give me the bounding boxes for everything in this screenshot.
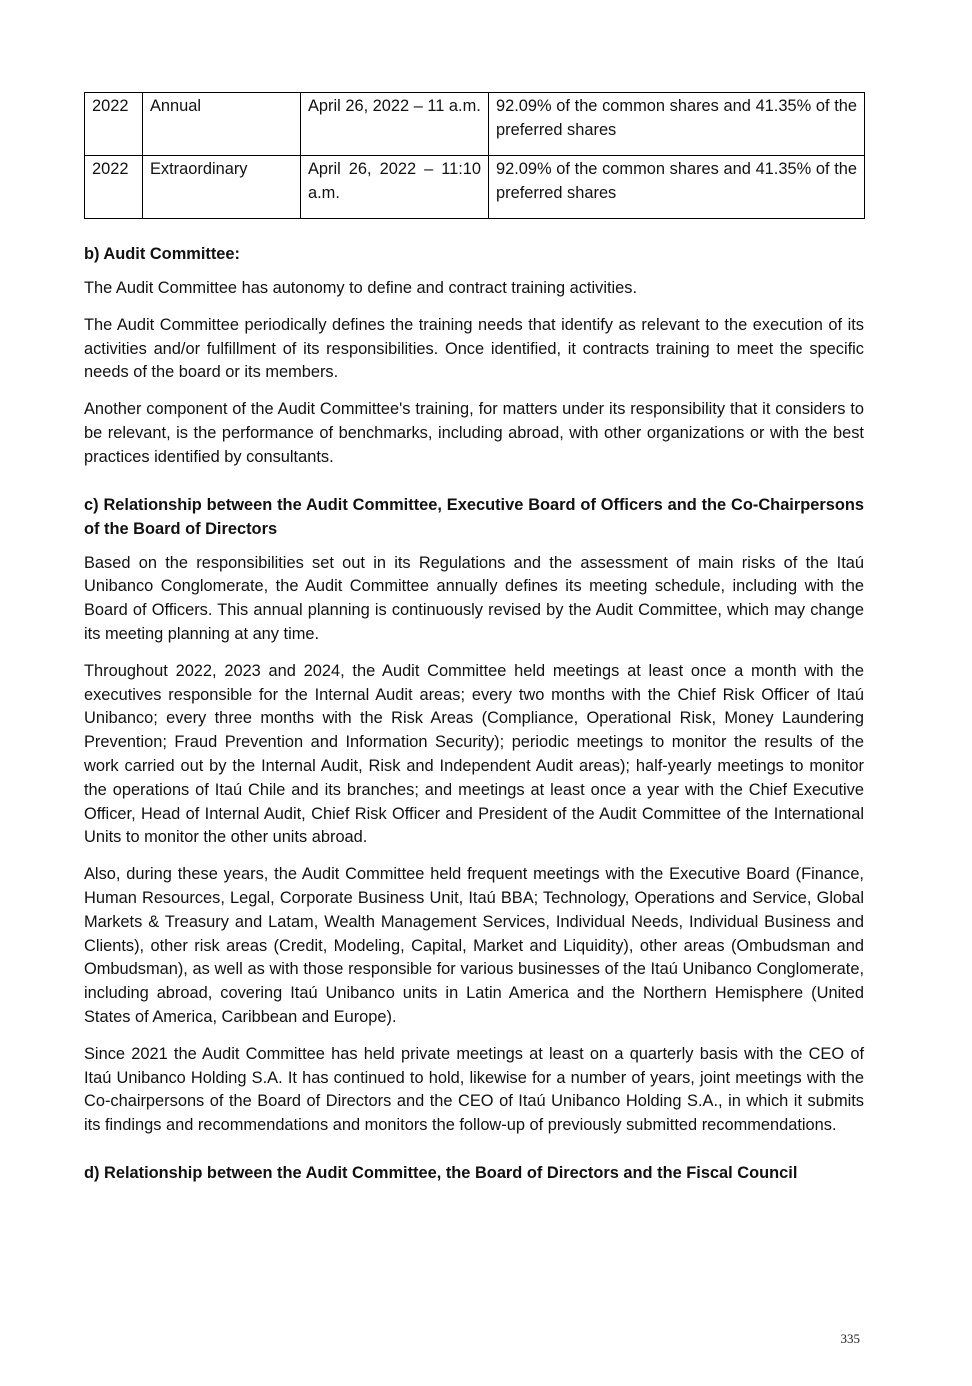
paragraph: Throughout 2022, 2023 and 2024, the Audit Committee held meetings at least once a month with the executives responsible for the Internal Audit areas; every two months with the Chief Risk Officer of Itaú Unibanco; every three months with the Risk Areas (Compliance, Operational Risk, Money Laundering Prevention; Fraud Prevention and Information Security); periodic meetings to monitor the results of the work carried out by the Internal Audit, Risk and Independent Audit areas); half-yearly meetings to monitor the operations of Itaú Chile and its branches; and meetings at least once a year with the Chief Executive Officer, Head of Internal Audit, Chief Risk Officer and President of the Audit Committee of the International Units to monitor the other units abroad.	[84, 661, 864, 847]
paragraph: The Audit Committee has autonomy to define and contract training activities.	[84, 279, 638, 297]
table-row	[85, 156, 865, 219]
meeting-attendance: 92.09% of the common shares and 41.35% of the preferred shares	[489, 156, 865, 219]
paragraph: The Audit Committee periodically defines the training needs that identify as relevant to the execution of its activities and/or fulfillment of its responsibilities. Once identified, it contracts training to meet the specific needs of the board or its members.	[84, 315, 864, 382]
meeting-attendance: 92.09% of the common shares and 41.35% of the preferred shares	[489, 93, 865, 156]
meeting-date: April 26, 2022 – 11:10 a.m.	[301, 156, 489, 219]
paragraph: Since 2021 the Audit Committee has held private meetings at least on a quarterly basis with the CEO of Itaú Unibanco Holding S.A. It has continued to hold, likewise for a number of years, joint meetings with the Co-chairpersons of the Board of Directors and the CEO of Itaú Unibanco Holding S.A., in which it submits its findings and recommendations and monitors the follow-up of previously submitted recommendations.	[84, 1044, 864, 1135]
section-heading-relationship-board-fiscal-council: d) Relationship between the Audit Committee, the Board of Directors and the Fiscal Council	[84, 1163, 798, 1182]
paragraph: Also, during these years, the Audit Committee held frequent meetings with the Executive Board (Finance, Human Resources, Legal, Corporate Business Unit, Itaú BBA; Technology, Operations and Service, Global Markets & Treasury and Latam, Wealth Management Services, Individual Needs, Individual Business and Clients), other risk areas (Credit, Modeling, Capital, Market and Liquidity), other areas (Ombudsman and Ombudsman), as well as with those responsible for various businesses of the Itaú Unibanco Conglomerate, including abroad, covering Itaú Unibanco units in Latin America and the Northern Hemisphere (United States of America, Caribbean and Europe).	[84, 865, 864, 1026]
meeting-year: 2022	[85, 156, 143, 219]
meeting-date: April 26, 2022 – 11 a.m.	[301, 93, 489, 156]
paragraph: Another component of the Audit Committee's training, for matters under its responsibility that it considers to be relevant, is the performance of benchmarks, including abroad, with other organizations or with the best practices identified by consultants.	[84, 400, 864, 466]
meeting-year: 2022	[85, 93, 143, 156]
document-page	[84, 92, 864, 1196]
meeting-type: Annual	[143, 93, 301, 156]
shareholder-meetings-table	[84, 92, 865, 219]
paragraph: Based on the responsibilities set out in its Regulations and the assessment of main risks of the Itaú Unibanco Conglomerate, the Audit Committee annually defines its meeting schedule, including with the Board of Officers. This annual planning is continuously revised by the Audit Committee, which may change its meeting planning at any time.	[84, 553, 864, 643]
page-number: 335	[840, 1331, 860, 1346]
meeting-type: Extraordinary	[143, 156, 301, 219]
section-heading-audit-committee: b) Audit Committee:	[84, 245, 240, 263]
table-row	[85, 93, 865, 156]
section-heading-relationship-executive-board: c) Relationship between the Audit Committee, Executive Board of Officers and the Co-Chairpersons of the Board of Directors	[84, 495, 864, 538]
